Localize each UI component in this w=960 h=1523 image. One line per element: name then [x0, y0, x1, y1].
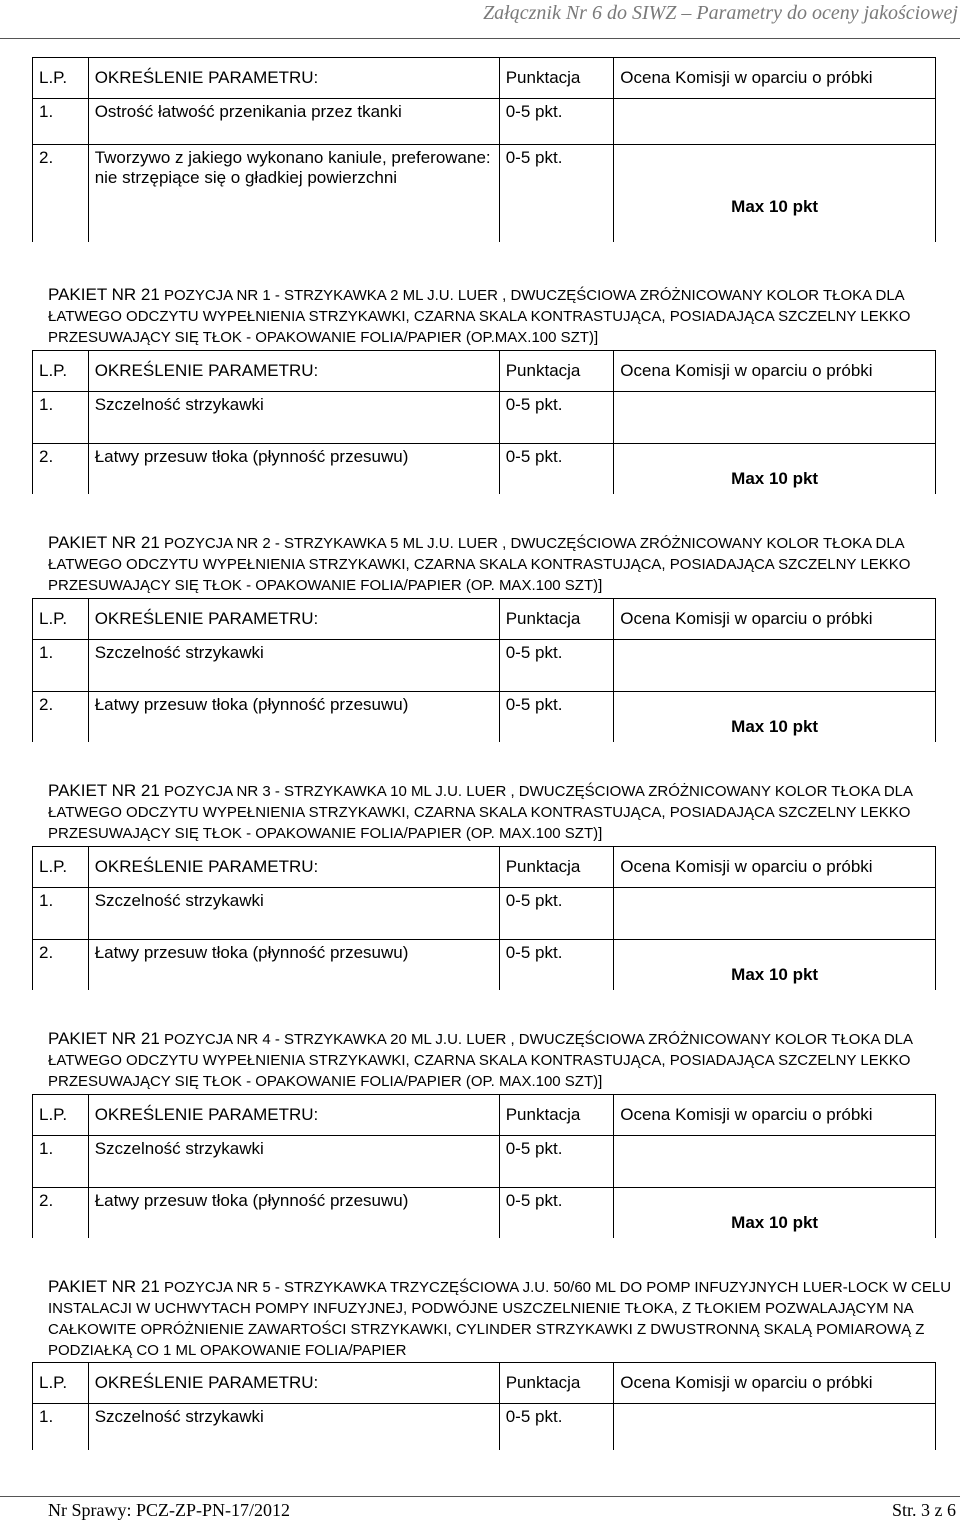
header-lp: L.P.: [33, 1363, 89, 1404]
footer-case-number: Nr Sprawy: PCZ-ZP-PN-17/2012: [48, 1500, 290, 1520]
package-table: [32, 350, 936, 494]
row-score: 0-5 pkt.: [499, 1188, 614, 1238]
header-score: Punktacja: [499, 1363, 614, 1404]
row-committee-cell: [614, 888, 936, 940]
package-table: [32, 1362, 936, 1450]
table-row: [33, 145, 936, 242]
package-text: POZYCJA NR 5 - STRZYKAWKA TRZYCZĘŚCIOWA J.U. 50/60 ML DO POMP INFUZYJNYCH LUER-LOCK W CELU INSTALACJI W UCHWYTACH POMPY INFUZYJNEJ, PODWÓJNE USZCZELNIENIE TŁOKA, Z TŁOKIEM POZWALAJĄCYM NA CAŁKOWITE OPRÓŻNIENIE ZAWARTOŚCI STRZYKAWKI, CYLINDER STRZYKAWKI Z DWUSTRONNĄ SKALĄ POMIAROWĄ Z PODZIAŁKĄ CO 1 ML OPAKOWANIE FOLIA/PAPIER: [48, 1279, 952, 1359]
header-param: OKREŚLENIE PARAMETRU:: [88, 351, 499, 392]
max-points: Max 10 pkt: [731, 717, 819, 736]
row-parameter: Szczelność strzykawki: [88, 392, 499, 444]
row-score: 0-5 pkt.: [499, 692, 614, 742]
header-score: Punktacja: [499, 847, 614, 888]
row-number: 1.: [33, 1136, 89, 1188]
table-header-row: [33, 1363, 936, 1404]
package-text: POZYCJA NR 3 - STRZYKAWKA 10 ML J.U. LUER , DWUCZĘŚCIOWA ZRÓŻNICOWANY KOLOR TŁOKA DLA ŁATWEGO ODCZYTU WYPEŁNIENIA STRZYKAWKI, CZARNA SKALA KONTRASTUJĄCA, POSIADAJĄCA SZCZELNY LEKKO PRZESUWAJĄCY SIĘ TŁOK - OPAKOWANIE FOLIA/PAPIER (OP. MAX.100 SZT)]: [48, 783, 913, 842]
row-number: 2.: [33, 444, 89, 494]
row-number: 1.: [33, 640, 89, 692]
header-committee: Ocena Komisji w oparciu o próbki: [614, 1363, 936, 1404]
package-table: [32, 1094, 936, 1238]
header-committee: Ocena Komisji w oparciu o próbki: [614, 847, 936, 888]
header-param: OKREŚLENIE PARAMETRU:: [88, 58, 499, 99]
row-score: 0-5 pkt.: [499, 1136, 614, 1188]
row-committee-cell: [614, 640, 936, 692]
table-row: [33, 444, 936, 494]
header-score: Punktacja: [499, 351, 614, 392]
row-committee-cell: [614, 1136, 936, 1188]
package-title: PAKIET NR 21: [48, 781, 160, 800]
header-param: OKREŚLENIE PARAMETRU:: [88, 1095, 499, 1136]
package-description: [48, 780, 960, 844]
table-row: [33, 1136, 936, 1188]
package-title: PAKIET NR 21: [48, 1029, 160, 1048]
package-table: [32, 846, 936, 990]
row-parameter: Szczelność strzykawki: [88, 640, 499, 692]
header-title: Załącznik Nr 6 do SIWZ – Parametry do oceny jakościowej: [483, 2, 958, 24]
header-committee: Ocena Komisji w oparciu o próbki: [614, 599, 936, 640]
header-lp: L.P.: [33, 58, 89, 99]
row-parameter: Łatwy przesuw tłoka (płynność przesuwu): [88, 940, 499, 990]
max-points: Max 10 pkt: [731, 1213, 819, 1232]
row-committee-cell: [614, 692, 936, 742]
package-title: PAKIET NR 21: [48, 285, 160, 304]
package-description: [48, 1276, 960, 1361]
row-number: 1.: [33, 888, 89, 940]
table-header-row: [33, 599, 936, 640]
header-score: Punktacja: [499, 1095, 614, 1136]
row-score: 0-5 pkt.: [499, 99, 614, 145]
table-row: [33, 1188, 936, 1238]
row-committee-cell: [614, 145, 936, 242]
header-lp: L.P.: [33, 1095, 89, 1136]
header-lp: L.P.: [33, 599, 89, 640]
package-title: PAKIET NR 21: [48, 1277, 160, 1296]
row-number: 2.: [33, 940, 89, 990]
table-header-row: [33, 58, 936, 99]
row-score: 0-5 pkt.: [499, 1404, 614, 1450]
row-parameter: Łatwy przesuw tłoka (płynność przesuwu): [88, 692, 499, 742]
package-description: [48, 284, 960, 348]
table-row: [33, 940, 936, 990]
row-committee-cell: [614, 392, 936, 444]
table-row: [33, 392, 936, 444]
row-score: 0-5 pkt.: [499, 444, 614, 494]
package-description: [48, 1028, 960, 1092]
package-text: POZYCJA NR 4 - STRZYKAWKA 20 ML J.U. LUER , DWUCZĘŚCIOWA ZRÓŻNICOWANY KOLOR TŁOKA DLA ŁATWEGO ODCZYTU WYPEŁNIENIA STRZYKAWKI, CZARNA SKALA KONTRASTUJĄCA, POSIADAJĄCA SZCZELNY LEKKO PRZESUWAJĄCY SIĘ TŁOK - OPAKOWANIE FOLIA/PAPIER (OP. MAX.100 SZT)]: [48, 1031, 913, 1090]
max-points: Max 10 pkt: [731, 469, 819, 488]
header-score: Punktacja: [499, 599, 614, 640]
row-parameter: Łatwy przesuw tłoka (płynność przesuwu): [88, 1188, 499, 1238]
row-number: 2.: [33, 692, 89, 742]
package-text: POZYCJA NR 2 - STRZYKAWKA 5 ML J.U. LUER , DWUCZĘŚCIOWA ZRÓŻNICOWANY KOLOR TŁOKA DLA ŁATWEGO ODCZYTU WYPEŁNIENIA STRZYKAWKI, CZARNA SKALA KONTRASTUJĄCA, POSIADAJĄCA SZCZELNY LEKKO PRZESUWAJĄCY SIĘ TŁOK - OPAKOWANIE FOLIA/PAPIER (OP. MAX.100 SZT)]: [48, 535, 911, 594]
header-committee: Ocena Komisji w oparciu o próbki: [614, 1095, 936, 1136]
row-score: 0-5 pkt.: [499, 640, 614, 692]
header-lp: L.P.: [33, 351, 89, 392]
header-committee: Ocena Komisji w oparciu o próbki: [614, 351, 936, 392]
header-score: Punktacja: [499, 58, 614, 99]
row-parameter: Tworzywo z jakiego wykonano kaniule, preferowane: nie strzępiące się o gładkiej powierzchni: [88, 145, 499, 242]
row-parameter: Szczelność strzykawki: [88, 888, 499, 940]
row-number: 1.: [33, 99, 89, 145]
row-committee-cell: [614, 99, 936, 145]
package-text: POZYCJA NR 1 - STRZYKAWKA 2 ML J.U. LUER , DWUCZĘŚCIOWA ZRÓŻNICOWANY KOLOR TŁOKA DLA ŁATWEGO ODCZYTU WYPEŁNIENIA STRZYKAWKI, CZARNA SKALA KONTRASTUJĄCA, POSIADAJĄCA SZCZELNY LEKKO PRZESUWAJĄCY SIĘ TŁOK - OPAKOWANIE FOLIA/PAPIER (OP.MAX.100 SZT)]: [48, 287, 911, 346]
row-committee-cell: [614, 940, 936, 990]
max-points: Max 10 pkt: [731, 965, 819, 984]
row-committee-cell: [614, 444, 936, 494]
row-number: 2.: [33, 145, 89, 242]
row-committee-cell: [614, 1404, 936, 1450]
max-points: Max 10 pkt: [731, 197, 819, 216]
footer-rule: [0, 1496, 960, 1497]
row-score: 0-5 pkt.: [499, 888, 614, 940]
header-param: OKREŚLENIE PARAMETRU:: [88, 599, 499, 640]
table-1: [32, 57, 936, 242]
row-committee-cell: [614, 1188, 936, 1238]
row-parameter: Łatwy przesuw tłoka (płynność przesuwu): [88, 444, 499, 494]
table-row: [33, 99, 936, 145]
table-header-row: [33, 1095, 936, 1136]
table-row: [33, 1404, 936, 1450]
header-param: OKREŚLENIE PARAMETRU:: [88, 1363, 499, 1404]
table-row: [33, 888, 936, 940]
row-parameter: Szczelność strzykawki: [88, 1136, 499, 1188]
table-header-row: [33, 351, 936, 392]
row-number: 2.: [33, 1188, 89, 1238]
row-parameter: Ostrość łatwość przenikania przez tkanki: [88, 99, 499, 145]
row-number: 1.: [33, 392, 89, 444]
row-score: 0-5 pkt.: [499, 940, 614, 990]
header-committee: Ocena Komisji w oparciu o próbki: [614, 58, 936, 99]
table-row: [33, 692, 936, 742]
row-score: 0-5 pkt.: [499, 145, 614, 242]
package-title: PAKIET NR 21: [48, 533, 160, 552]
row-number: 1.: [33, 1404, 89, 1450]
row-score: 0-5 pkt.: [499, 392, 614, 444]
row-parameter: Szczelność strzykawki: [88, 1404, 499, 1450]
header-lp: L.P.: [33, 847, 89, 888]
table-row: [33, 640, 936, 692]
header-param: OKREŚLENIE PARAMETRU:: [88, 847, 499, 888]
package-description: [48, 532, 960, 596]
table-header-row: [33, 847, 936, 888]
package-table: [32, 598, 936, 742]
footer-page-number: Str. 3 z 6: [891, 1500, 956, 1520]
header-rule: [0, 38, 960, 39]
